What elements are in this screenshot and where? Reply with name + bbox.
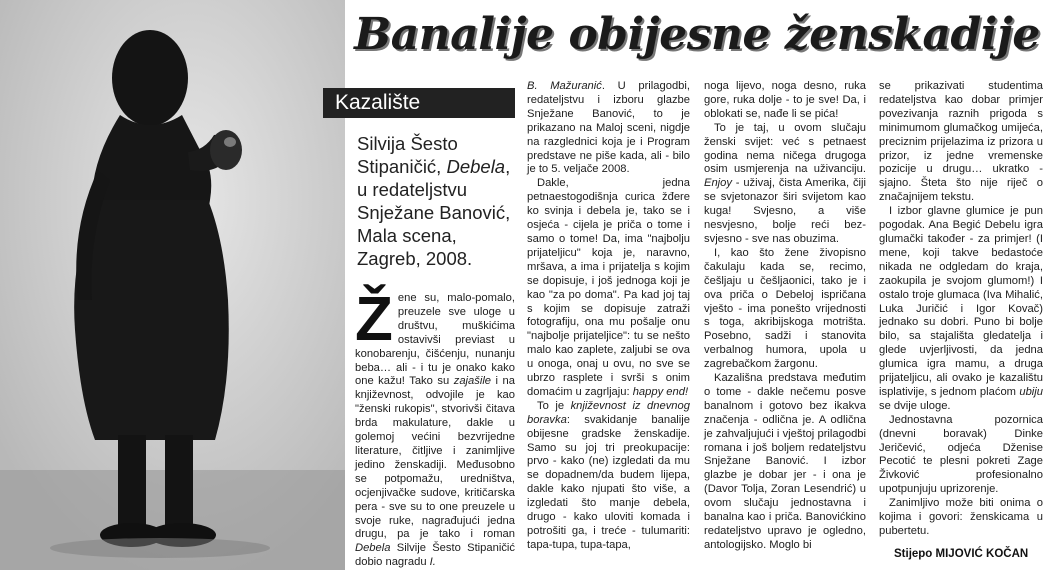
lead-text-2: , u redateljstvu Snježane Banović, Mala scena, Zagreb, 2008.	[357, 156, 511, 269]
lead-title: Debela	[446, 156, 506, 177]
column-4	[879, 80, 1043, 539]
paragraph	[527, 177, 690, 400]
text-italic: happy end!	[632, 385, 689, 398]
column-2	[527, 80, 690, 553]
paragraph: Zanimljivo može biti onima o kojima i govori: ženskicama u pubertetu.	[879, 497, 1043, 537]
paragraph	[704, 122, 866, 247]
text-italic: I.	[429, 556, 436, 569]
text-run: . U prilagodbi, redateljstvu i izboru glazbe Snježane Banović, to je prikazano na Maloj sceni, nigdje na razglednici koja je i Program predstave ne piše kada, ali - bilo je to 5. veljače 2008.	[527, 80, 690, 176]
lead-info	[357, 132, 517, 270]
text-run: To je taj, u ovom slučaju ženski svijet: već s petnaest godina nema ničega drugoga osim usmjerenja na uživanciju.	[704, 121, 866, 176]
drop-cap: Ž	[355, 285, 393, 354]
section-rubric: Kazalište	[323, 88, 515, 118]
text-run: I izbor glavne glumice je pun pogodak. Ana Begić Debelu igra glumački također - za primjer! (I mene, koji takve bedastoće nikada ne odgledam do kraja, zaokupila je svojom glumom!) I ostalo troje glumaca (Iva Mihalić, Luka Juričić i Igor Kovač) jednako su dobri. Puno bi bolje bilo, sa stajališta gledatelja i glede uvjerljivosti, da jedna glumica igra mamu, a druga prijateljicu, ali ovako je kazalištu isplativije, s jednom plaćom	[879, 205, 1043, 398]
text-italic: Debela	[355, 542, 391, 555]
paragraph: Kazališna predstava međutim o tome - dakle nečemu posve banalnom i gotovo bez ikakva značenja - odlična je. A odlična je zahvaljujući i vještoj prilagodbi romana i još boljem redateljstvu Snježane Banović. I izbor glazbe je dobar jer - i ona je (Davor Tolja, Zoran Lesendrić) u ovom slučaju jednostavna i banalna kao i priča. Banovićkino redateljstvo upravo je ogledno, antologijsko. Moglo bi	[704, 372, 866, 551]
column-1	[355, 285, 515, 570]
paragraph: se prikazivati studentima redateljstva kao dobar primjer povezivanja raznih prigoda s minimumom glumačkog umijeća, preciznim prijelazima iz prizora u prizor, iz jedne vremenske pozicije u drugu… ukratko - sjajno. Šteta što nije riječ o značajnijem tekstu.	[879, 80, 1043, 204]
silhouette-figure-icon	[0, 0, 345, 570]
paragraph: Jednostavna pozornica (dnevni boravak) Dinke Jeričević, odjeća Dženise Pecotić te plesni pokreti Zage Živković profesionalno upotpunjuju uprizorenje.	[879, 413, 1043, 496]
text-run: Dakle, jedna petnaestogodišnja curica žđere ko svinja i debela je, tako se i osjeća - cijela je priča o tome i samo o tome! Da, ima "najbolju prijateljicu" koja je, naravno, mršava, a ima i prijatelja s kojim se dopisuje, i još jednoga koji je kao "za po doma". Pa kad joj taj s kojim se dopisuje zatraži fotografiju, ona mu pošalje onu "najbolje prijateljice": tu se nešto malo kao zaplete, zaljubi se ova u onoga, onaj u ovu, no sve se ubrzo rasplete i svrši s onim domaćim u zagrljaju:	[527, 177, 690, 398]
text-run: i na književnost, odvojile je kao "ženski rukopis", stvorivši čitava brda makulature, dakle u golemoj većini bezvrijedne literature, čitljive i zanimljive jedino ženskadiji. Međusobno se potpomažu, uredništva, ocjenjivačke sudove, kritičarska pera - sve su to one preuzele u svoje ruke, nagrađujući jedna drugu, pa je tako i roman	[355, 375, 515, 541]
text-run: - uživaj, čista Amerika, čiji se svjetonazor širi svijetom kao kuga! Svjesno, a više nesvjesno, bolje reći bez-svjesno - sve nas obuzima.	[704, 177, 866, 245]
article-photo	[0, 0, 345, 570]
paragraph: I, kao što žene živopisno čakulaju kada se, recimo, češljaju u češljaonici, tako je i ova priča o Debeloj ispričana vješto - ima ponešto vrijednosti s toga, akribijskoga motrišta. Posebno, sadži i stanovita verbalnog humora, upola u zagrebačkom žargonu.	[704, 246, 866, 371]
text-italic: Enjoy	[704, 177, 732, 190]
text-run: Silvije Šesto Stipaničić dobio nagradu	[355, 542, 515, 569]
paragraph	[527, 400, 690, 553]
text-run: se dvije uloge.	[879, 399, 951, 412]
lead-text-1: Silvija Šesto Stipaničić,	[357, 133, 458, 177]
text-italic: zajašile	[453, 375, 492, 388]
paragraph	[355, 285, 515, 570]
text-italic: B. Mažuranić	[527, 80, 602, 92]
paragraph	[879, 205, 1043, 414]
text-run: To je	[537, 399, 571, 412]
text-italic: književnost iz dnevnog boravka	[527, 399, 690, 426]
text-run: ene su, malo-pomalo, preuzele sve uloge u društvu, muškićima ostavivši previast u konobarenju, čišćenju, nunanju beba… ali - i tu je onako kako one kažu! Tako su	[355, 292, 515, 388]
column-3	[704, 80, 866, 553]
paragraph	[527, 80, 690, 177]
author-byline: Stijepo MIJOVIĆ KOČAN	[894, 548, 1029, 560]
headline: Banalije obijesne ženskadije	[354, 8, 1040, 60]
text-run: : svakidanje banalije obijesne gradske ženskadije. Samo su joj tri preokupacije: prvo - kako (ne) izgledati da mu se dopadnem/da budem lijepa, dakle kako njupati što više, a izgledati što manje debela, drugo - kako uloviti komada i potrošiti ga, i treće - tulumariti: tapa-tupa, tupa-tapa,	[527, 413, 690, 551]
text-italic: ubiju	[1019, 385, 1043, 398]
paragraph: noga lijevo, noga desno, ruka gore, ruka dolje - to je sve! Da, i oblokati se, nađe li se pića!	[704, 80, 866, 120]
